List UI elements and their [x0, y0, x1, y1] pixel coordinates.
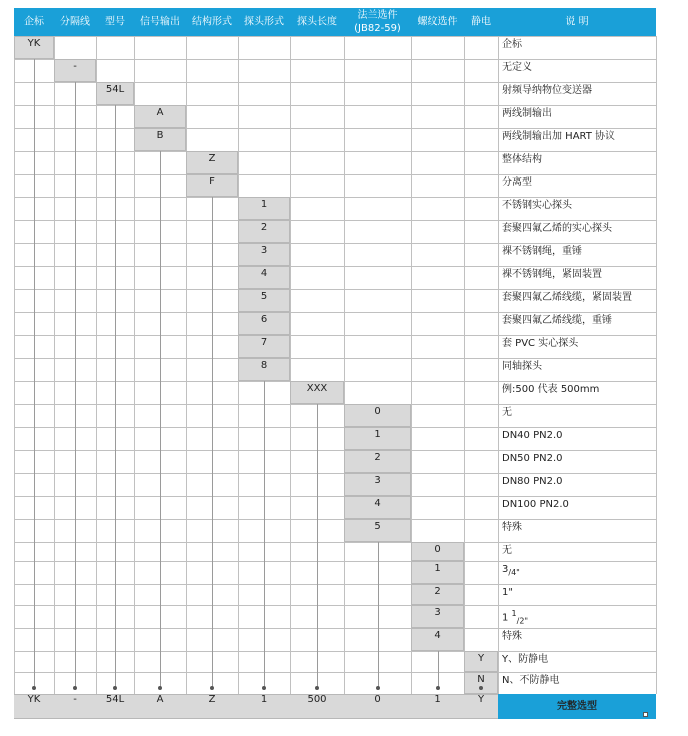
desc-flange: DN50 PN2.0 [502, 453, 563, 464]
connector-line [34, 59, 35, 688]
connector-dot-icon [315, 686, 319, 690]
desc-flange: 无 [502, 407, 512, 418]
code-structure: Z [186, 151, 238, 174]
code-separator: - [54, 59, 96, 82]
code-thread: 4 [411, 628, 464, 651]
header-static: 静电 [464, 8, 498, 36]
connector-line [378, 542, 379, 688]
desc-flange: DN80 PN2.0 [502, 476, 563, 487]
example-signal: A [156, 694, 164, 705]
example-static: Y [477, 694, 485, 705]
code-thread: 3 [411, 605, 464, 628]
desc-probe: 套 PVC 实心探头 [502, 338, 579, 349]
connector-line [115, 105, 116, 688]
thread-fraction-sub: /2" [516, 616, 529, 626]
code-probe: 2 [238, 220, 290, 243]
thread-fraction-sub: /4" [508, 568, 520, 577]
code-probe: 8 [238, 358, 290, 381]
example-model: 54L [105, 694, 125, 705]
connector-dot-icon [113, 686, 117, 690]
code-flange: 3 [344, 473, 411, 496]
desc-signal: 两线制输出 [502, 108, 552, 119]
desc-thread: 无 [502, 545, 512, 556]
example-thread: 1 [434, 694, 441, 705]
connector-dot-icon [210, 686, 214, 690]
desc-probe: 裸不锈钢绳，紧固装置 [502, 269, 602, 280]
desc-enterprise: 企标 [502, 39, 522, 50]
connector-dot-icon [158, 686, 162, 690]
connector-line [438, 651, 439, 688]
code-probe: 1 [238, 197, 290, 220]
connector-dot-icon [376, 686, 380, 690]
code-probe: 4 [238, 266, 290, 289]
code-signal: B [134, 128, 186, 151]
example-probe: 1 [260, 694, 268, 705]
code-flange: 5 [344, 519, 411, 542]
code-length: XXX [290, 381, 344, 404]
header-description: 说 明 [498, 8, 656, 36]
header-structure: 结构形式 [186, 8, 238, 36]
header-enterprise: 企标 [14, 8, 54, 36]
desc-structure: 整体结构 [502, 154, 542, 165]
desc-structure: 分离型 [502, 177, 532, 188]
code-thread: 0 [411, 542, 464, 561]
code-flange: 1 [344, 427, 411, 450]
connector-line [212, 197, 213, 688]
header-thread: 螺纹选件 [411, 8, 464, 36]
desc-probe: 套聚四氟乙烯线缆，重锤 [502, 315, 612, 326]
header-length: 探头长度 [290, 8, 344, 36]
desc-static: N、不防静电 [502, 675, 560, 686]
desc-thread: 特殊 [502, 631, 522, 642]
connector-dot-icon [479, 686, 483, 690]
code-thread: 1 [411, 561, 464, 584]
header-model: 型号 [96, 8, 134, 36]
example-enterprise: YK [27, 694, 41, 705]
code-probe: 5 [238, 289, 290, 312]
header-separator: 分隔线 [54, 8, 96, 36]
desc-flange: 特殊 [502, 522, 522, 533]
thread-fraction-main: 3 [502, 564, 509, 575]
code-thread: 2 [411, 584, 464, 605]
code-flange: 0 [344, 404, 411, 427]
code-signal: A [134, 105, 186, 128]
desc-probe: 套聚四氟乙烯线缆，紧固装置 [502, 292, 632, 303]
desc-flange: DN100 PN2.0 [502, 499, 569, 510]
header-signal: 信号输出 [134, 8, 186, 36]
code-structure: F [186, 174, 238, 197]
desc-thread: 1" [502, 587, 513, 598]
code-static: Y [464, 651, 498, 672]
desc-model: 射频导纳物位变送器 [502, 85, 592, 96]
thread-fraction-pre: 1 [502, 612, 512, 624]
desc-probe: 同轴探头 [502, 361, 542, 372]
desc-thread [502, 607, 529, 626]
complete-selection-label: 完整选型 [498, 694, 656, 719]
desc-probe: 不锈钢实心探头 [502, 200, 572, 211]
connector-line [264, 381, 265, 688]
connector-dot-icon [73, 686, 77, 690]
desc-flange: DN40 PN2.0 [502, 430, 563, 441]
code-probe: 6 [238, 312, 290, 335]
code-probe: 3 [238, 243, 290, 266]
code-flange: 4 [344, 496, 411, 519]
connector-line [75, 82, 76, 688]
connector-dot-icon [436, 686, 440, 690]
corner-marker-icon [643, 712, 648, 717]
desc-static: Y、防静电 [502, 654, 549, 665]
desc-thread [502, 563, 520, 579]
header-flange: 法兰选件 (JB82-59) [344, 8, 411, 36]
example-length: 500 [307, 694, 327, 705]
connector-dot-icon [32, 686, 36, 690]
desc-signal: 两线制输出加 HART 协议 [502, 131, 616, 142]
code-probe: 7 [238, 335, 290, 358]
connector-dot-icon [262, 686, 266, 690]
thread-fraction-sup: 1 [511, 609, 517, 618]
example-flange: 0 [374, 694, 381, 705]
desc-length: 例:500 代表 500mm [502, 384, 600, 395]
desc-separator: 无定义 [502, 62, 532, 73]
desc-probe: 裸不锈钢绳，重锤 [502, 246, 582, 257]
header-probe: 探头形式 [238, 8, 290, 36]
example-structure: Z [208, 694, 216, 705]
connector-line [317, 404, 318, 688]
code-flange: 2 [344, 450, 411, 473]
code-model: 54L [96, 82, 134, 105]
connector-line [160, 151, 161, 688]
code-enterprise: YK [14, 36, 54, 59]
example-separator: - [73, 694, 77, 705]
code-static: N [464, 672, 498, 694]
desc-probe: 套聚四氟乙烯的实心探头 [502, 223, 612, 234]
